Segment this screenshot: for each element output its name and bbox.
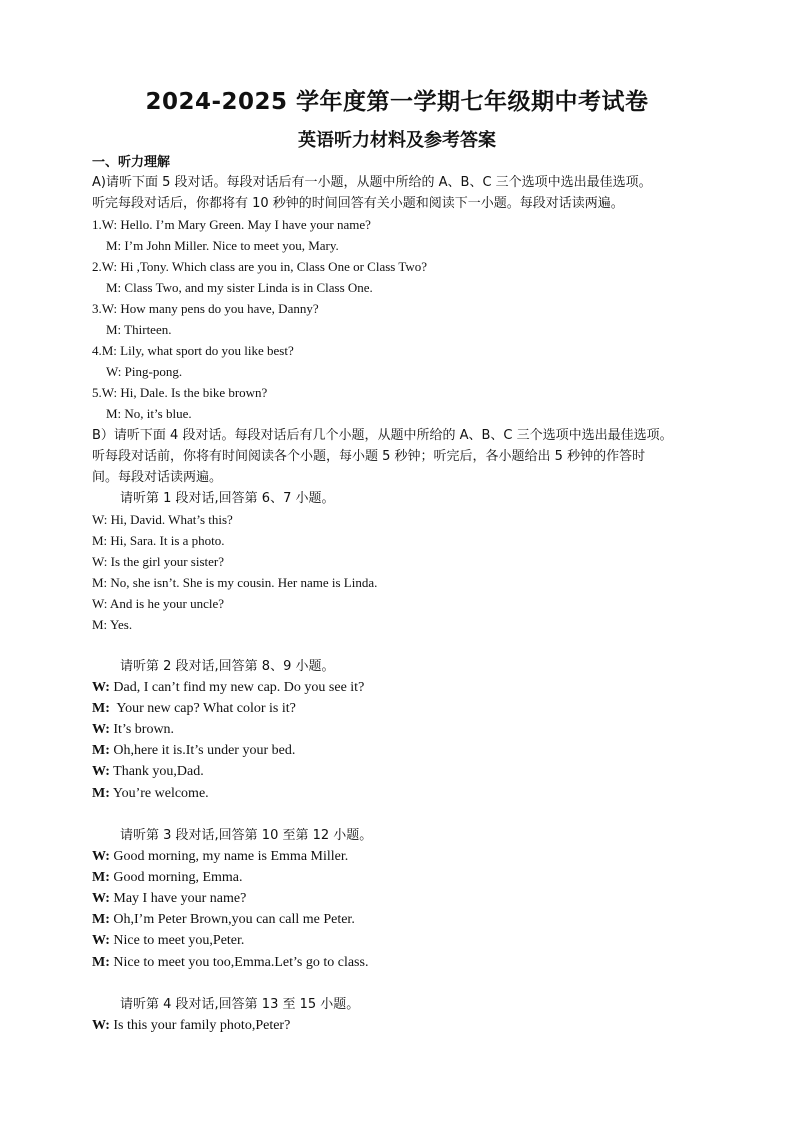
partA-line-6: M: Thirteen. (106, 322, 172, 337)
utterance: Thank you,Dad. (113, 764, 204, 779)
partA-line-9: 5.W: Hi, Dale. Is the bike brown? (92, 385, 268, 400)
dialogue3-line (92, 912, 355, 928)
dialogue4-line (92, 1018, 290, 1034)
partA-line-7: 4.M: Lily, what sport do you like best? (92, 343, 294, 358)
partA-line-3: 2.W: Hi ,Tony. Which class are you in, Class One or Class Two? (92, 259, 428, 274)
page-title: 2024-2025 学年度第一学期七年级期中考试卷 (145, 89, 649, 115)
partB-instruction-1: B）请听下面 4 段对话。每段对话后有几个小题，从题中所给的 A、B、C 三个选项中选出最佳选项。 (92, 428, 673, 443)
speaker-label: W: (92, 680, 110, 695)
utterance: Good morning, my name is Emma Miller. (113, 849, 349, 864)
speaker-label: W: (92, 933, 110, 948)
dialogue3-line (92, 933, 244, 949)
partA-line-10: M: No, it’s blue. (106, 406, 192, 421)
utterance: Nice to meet you too,Emma.Let’s go to class. (113, 955, 369, 970)
partB-instruction-3: 间。每段对话读两遍。 (92, 470, 223, 485)
utterance: Good morning, Emma. (113, 870, 243, 885)
dialogue2-intro: 请听第 2 段对话,回答第 8、9 小题。 (120, 659, 335, 674)
speaker-label: W: (92, 849, 110, 864)
speaker-label: M: (92, 743, 110, 758)
utterance: Oh,I’m Peter Brown,you can call me Peter. (113, 912, 355, 927)
partA-line-1: 1.W: Hello. I’m Mary Green. May I have your name? (92, 217, 371, 232)
utterance: Your new cap? What color is it? (116, 701, 296, 716)
dialogue1-line-4: M: No, she isn’t. She is my cousin. Her name is Linda. (92, 575, 378, 590)
dialogue3-line (92, 870, 243, 886)
dialogue1-line-5: W: And is he your uncle? (92, 596, 225, 611)
dialogue1-line-2: M: Hi, Sara. It is a photo. (92, 533, 225, 548)
page-subtitle: 英语听力材料及参考答案 (298, 130, 496, 151)
dialogue1-line-1: W: Hi, David. What’s this? (92, 512, 233, 527)
utterance: Nice to meet you,Peter. (113, 933, 245, 948)
dialogue2-line (92, 786, 209, 802)
partA-line-8: W: Ping-pong. (106, 364, 183, 379)
partA-instruction-2: 听完每段对话后，你都将有 10 秒钟的时间回答有关小题和阅读下一小题。每段对话读两遍。 (92, 196, 624, 211)
dialogue1-line-3: W: Is the girl your sister? (92, 554, 225, 569)
partA-line-5: 3.W: How many pens do you have, Danny? (92, 301, 319, 316)
speaker-label: M: (92, 912, 110, 927)
speaker-label: M: (92, 786, 110, 801)
dialogue2-line (92, 680, 364, 696)
utterance: Dad, I can’t find my new cap. Do you see it? (113, 680, 365, 695)
dialogue4-intro: 请听第 4 段对话,回答第 13 至 15 小题。 (120, 997, 360, 1012)
section-heading: 一、听力理解 (92, 155, 171, 170)
dialogue3-line (92, 955, 368, 971)
dialogue2-line (92, 743, 295, 759)
dialogue1-intro: 请听第 1 段对话,回答第 6、7 小题。 (120, 491, 335, 506)
dialogue3-intro: 请听第 3 段对话,回答第 10 至第 12 小题。 (120, 828, 373, 843)
dialogue3-line (92, 849, 348, 865)
speaker-label: W: (92, 891, 110, 906)
speaker-label: W: (92, 764, 110, 779)
partA-line-4: M: Class Two, and my sister Linda is in Class One. (106, 280, 373, 295)
dialogue2-line (92, 701, 296, 717)
utterance: It’s brown. (113, 722, 175, 737)
speaker-label: W: (92, 722, 110, 737)
utterance: Is this your family photo,Peter? (113, 1018, 291, 1033)
speaker-label: M: (92, 870, 110, 885)
utterance: You’re welcome. (112, 786, 209, 801)
speaker-label: W: (92, 1018, 110, 1033)
dialogue2-line (92, 764, 204, 780)
utterance: May I have your name? (113, 891, 247, 906)
speaker-label: M: (92, 701, 110, 716)
speaker-label: M: (92, 955, 110, 970)
utterance: Oh,here it is.It’s under your bed. (113, 743, 296, 758)
dialogue1-line-6: M: Yes. (92, 617, 133, 632)
partB-instruction-2: 听每段对话前，你将有时间阅读各个小题，每小题 5 秒钟；听完后，各小题给出 5 秒钟的作答时 (92, 449, 646, 464)
dialogue3-line (92, 891, 246, 907)
partA-line-2: M: I’m John Miller. Nice to meet you, Mary. (106, 238, 339, 253)
partA-instruction-1: A)请听下面 5 段对话。每段对话后有一小题，从题中所给的 A、B、C 三个选项中选出最佳选项。 (92, 175, 652, 190)
dialogue2-line (92, 722, 174, 738)
